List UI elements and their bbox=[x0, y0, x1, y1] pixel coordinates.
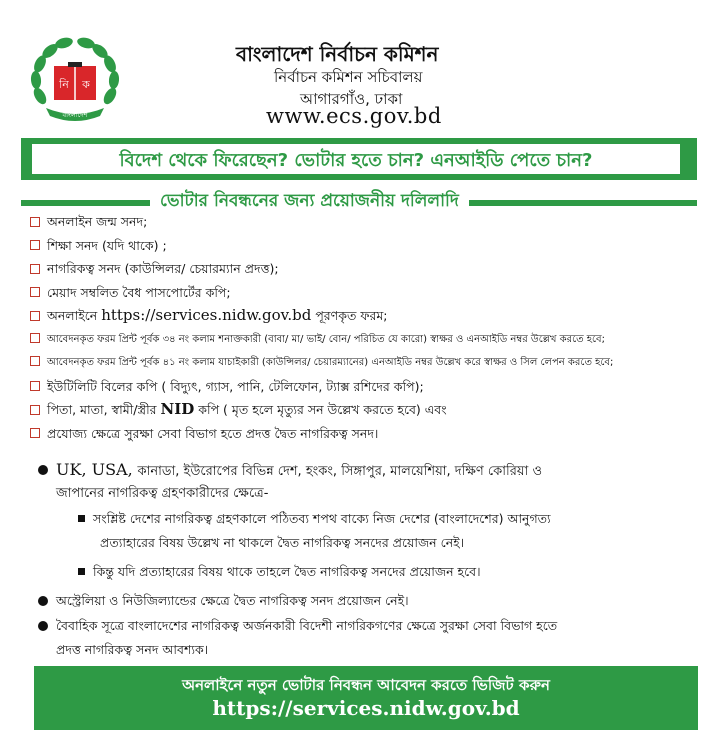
banner-question: বিদেশ থেকে ফিরেছেন? ভোটার হতে চান? এনআইডি পেতে চান? bbox=[119, 150, 593, 171]
bullet-icon bbox=[38, 621, 48, 631]
list-item: আবেদনকৃত ফরম প্রিন্ট পূর্বক ৩৪ নং কলাম শনাক্তকারী (বাবা/ মা/ ভাই/ বোন/ পরিচিত যে কারো) স্বাক্ষর ও এনআইডি নম্বর উল্লেখ করতে হবে; bbox=[30, 328, 710, 352]
checkbox-icon bbox=[30, 405, 40, 415]
square-bullet-icon bbox=[78, 515, 85, 522]
services-link[interactable]: https://services.nidw.gov.bd bbox=[101, 306, 312, 324]
election-commission-logo bbox=[30, 36, 120, 126]
list-item: অনলাইনে https://services.nidw.gov.bd পূরণকৃত ফরম; bbox=[30, 304, 710, 328]
list-item: নাগরিকত্ব সনদ (কাউন্সিলর/ চেয়ারম্যান প্রদত্ত); bbox=[30, 257, 710, 281]
checkbox-icon bbox=[30, 428, 40, 438]
checkbox-icon bbox=[30, 287, 40, 297]
checkbox-icon bbox=[30, 240, 40, 250]
checkbox-icon bbox=[30, 217, 40, 227]
checkbox-icon bbox=[30, 333, 40, 343]
logo-letter-right: ক bbox=[82, 78, 90, 91]
list-item: শিক্ষা সনদ (যদি থাকে) ; bbox=[30, 234, 710, 258]
checkbox-icon bbox=[30, 356, 40, 366]
org-title: বাংলাদেশ নির্বাচন কমিশন bbox=[236, 42, 439, 66]
footer-banner bbox=[34, 666, 698, 730]
subnote-withdrawal: কিন্তু যদি প্রত্যাহারের বিষয় থাকে তাহলে দ্বৈত নাগরিকত্ব সনদের প্রয়োজন হবে। bbox=[78, 564, 481, 584]
logo-letter-left: নি bbox=[59, 78, 69, 91]
subnote-oath-cont: প্রত্যাহারের বিষয় উল্লেখ না থাকলে দ্বৈত নাগরিকত্ব সনদের প্রয়োজন নেই। bbox=[100, 535, 465, 550]
checkbox-icon bbox=[30, 311, 40, 321]
list-item: পিতা, মাতা, স্বামী/স্ত্রীর NID কপি ( মৃত হলে মৃত্যুর সন উল্লেখ করতে হবে) এবং bbox=[30, 398, 710, 422]
note-marriage: বৈবাহিক সূত্রে বাংলাদেশের নাগরিকত্ব অর্জনকারী বিদেশী নাগরিকগণের ক্ষেত্রে সুরক্ষা সেবা বিভাগ হতে bbox=[38, 618, 557, 638]
list-item: আবেদনকৃত ফরম প্রিন্ট পূর্বক ৪১ নং কলাম যাচাইকারী (কাউন্সিলর/ চেয়ারম্যানের) এনআইডি নম্বর উল্লেখ করে স্বাক্ষর ও সিল লেপন করতে হবে; bbox=[30, 351, 710, 375]
footer-call-to-action: অনলাইনে নতুন ভোটার নিবন্ধন আবেদন করতে ভিজিট করুন bbox=[182, 676, 550, 694]
list-item: ইউটিলিটি বিলের কপি ( বিদ্যুৎ, গ্যাস, পানি, টেলিফোন, ট্যাক্স রশিদের কপি); bbox=[30, 375, 710, 399]
list-item: মেয়াদ সম্বলিত বৈধ পাসপোর্টের কপি; bbox=[30, 281, 710, 305]
note-marriage-cont: প্রদত্ত নাগরিকত্ব সনদ আবশ্যক। bbox=[56, 642, 209, 657]
checkbox-icon bbox=[30, 264, 40, 274]
checkbox-icon bbox=[30, 381, 40, 391]
note-foreign-citizenship: UK, USA, কানাডা, ইউরোপের বিভিন্ন দেশ, হংকং, সিঙ্গাপুর, মালয়েশিয়া, দক্ষিণ কোরিয়া ও bbox=[38, 460, 542, 483]
org-website-link[interactable]: www.ecs.gov.bd bbox=[266, 104, 442, 128]
section-title: ভোটার নিবন্ধনের জন্য প্রয়োজনীয় দলিলাদি bbox=[150, 188, 469, 216]
bullet-icon bbox=[38, 596, 48, 606]
logo-ribbon-text: বাংলাদেশ bbox=[62, 111, 88, 119]
bullet-icon bbox=[38, 465, 48, 475]
list-item: প্রযোজ্য ক্ষেত্রে সুরক্ষা সেবা বিভাগ হতে প্রদত্ত দ্বৈত নাগরিকত্ব সনদ। bbox=[30, 422, 710, 446]
required-documents-list bbox=[30, 210, 710, 445]
org-location: আগারগাঁও, ঢাকা bbox=[300, 90, 403, 108]
question-banner bbox=[21, 138, 697, 180]
note-australia-nz: অস্ট্রেলিয়া ও নিউজিল্যান্ডের ক্ষেত্রে দ্বৈত নাগরিকত্ব সনদ প্রয়োজন নেই। bbox=[38, 593, 409, 613]
list-item: অনলাইন জন্ম সনদ; bbox=[30, 210, 710, 234]
note-foreign-citizenship-cont: জাপানের নাগরিকত্ব গ্রহণকারীদের ক্ষেত্রে- bbox=[56, 486, 269, 501]
org-subtitle: নির্বাচন কমিশন সচিবালয় bbox=[274, 68, 423, 86]
square-bullet-icon bbox=[78, 568, 85, 575]
footer-services-link[interactable]: https://services.nidw.gov.bd bbox=[212, 696, 520, 720]
subnote-oath: সংশ্লিষ্ট দেশের নাগরিকত্ব গ্রহণকালে পঠিতব্য শপথ বাক্যে নিজ দেশের (বাংলাদেশের) আনুগত্য bbox=[78, 511, 551, 531]
